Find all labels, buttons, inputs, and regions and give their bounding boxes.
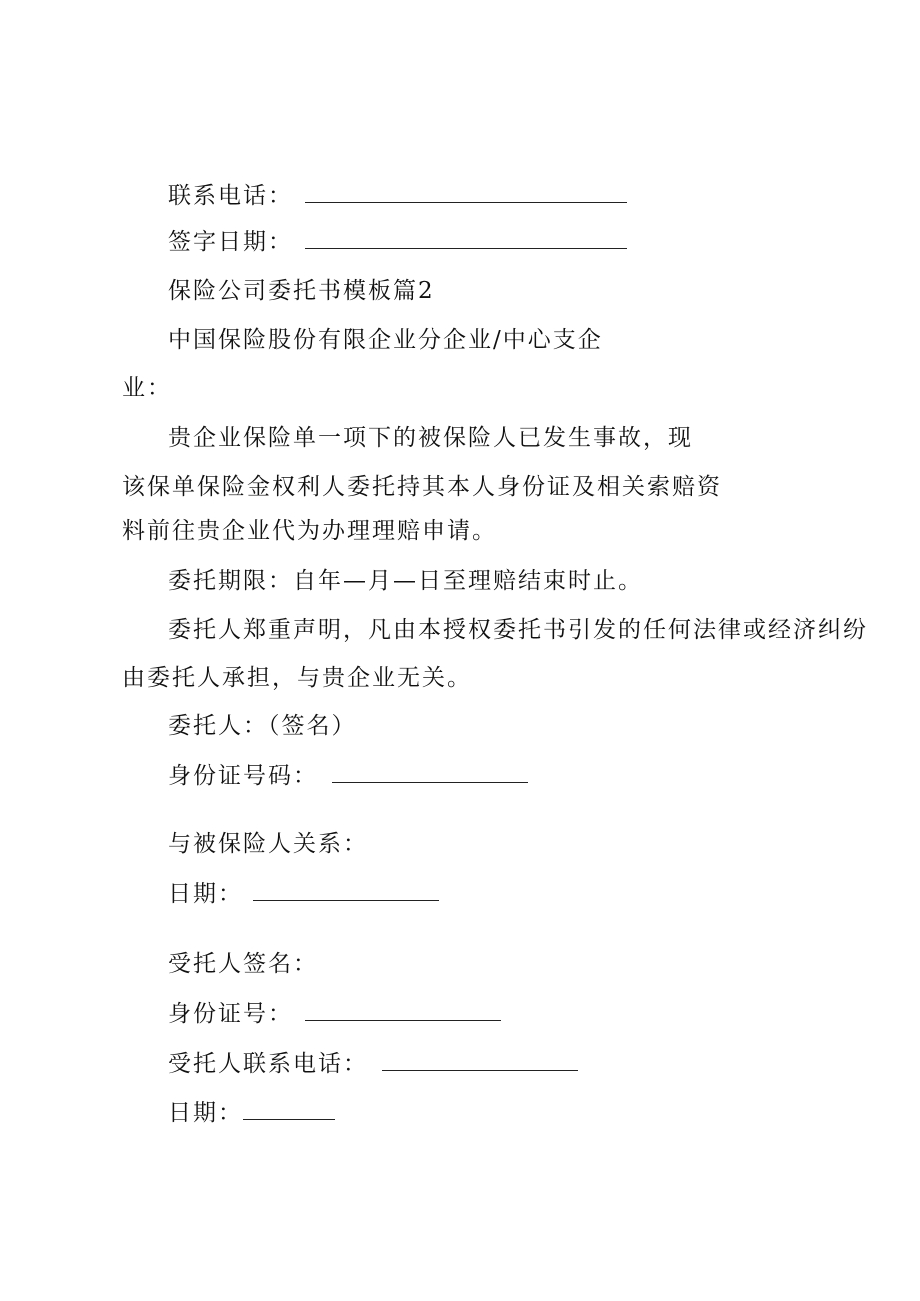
agent-id-line [168, 1000, 501, 1028]
entrust-period: 委托期限：自年—月—日至理赔结束时止。 [168, 568, 643, 594]
body-paragraph-line-2: 该保单保险金权利人委托持其本人身份证及相关索赔资 [122, 474, 722, 500]
date-blank-2[interactable] [243, 1099, 335, 1120]
principal-signature-line: 委托人：（签名） [168, 713, 357, 739]
date-line-1 [168, 880, 439, 908]
agent-phone-line [168, 1050, 578, 1078]
agent-id-label: 身份证号： [168, 1001, 293, 1027]
date-label-2: 日期： [168, 1100, 243, 1126]
agent-phone-label: 受托人联系电话： [168, 1051, 368, 1077]
addressee-line-1: 中国保险股份有限企业分企业/中心支企 [168, 327, 603, 353]
date-blank-1[interactable] [253, 880, 439, 901]
contact-phone-line [168, 182, 627, 210]
addressee-line-2: 业： [122, 375, 172, 401]
relation-line: 与被保险人关系： [168, 831, 368, 857]
date-line-2 [168, 1099, 335, 1127]
id-number-blank[interactable] [332, 762, 528, 783]
body-paragraph-line-3: 料前往贵企业代为办理理赔申请。 [122, 518, 497, 544]
declaration-line-1: 委托人郑重声明，凡由本授权委托书引发的任何法律或经济纠纷 [168, 617, 868, 643]
declaration-line-2: 由委托人承担，与贵企业无关。 [122, 665, 472, 691]
section-heading: 保险公司委托书模板篇2 [168, 278, 435, 304]
id-number-label: 身份证号码： [168, 763, 318, 789]
agent-phone-blank[interactable] [382, 1050, 578, 1071]
body-paragraph-line-1: 贵企业保险单一项下的被保险人已发生事故，现 [168, 425, 693, 451]
contact-phone-blank[interactable] [305, 182, 627, 203]
date-label-1: 日期： [168, 881, 243, 907]
sign-date-label: 签字日期： [168, 229, 293, 255]
contact-phone-label: 联系电话： [168, 183, 293, 209]
agent-signature-line: 受托人签名： [168, 951, 318, 977]
sign-date-blank[interactable] [305, 228, 627, 249]
id-number-line [168, 762, 528, 790]
sign-date-line [168, 228, 627, 256]
agent-id-blank[interactable] [305, 1000, 501, 1021]
